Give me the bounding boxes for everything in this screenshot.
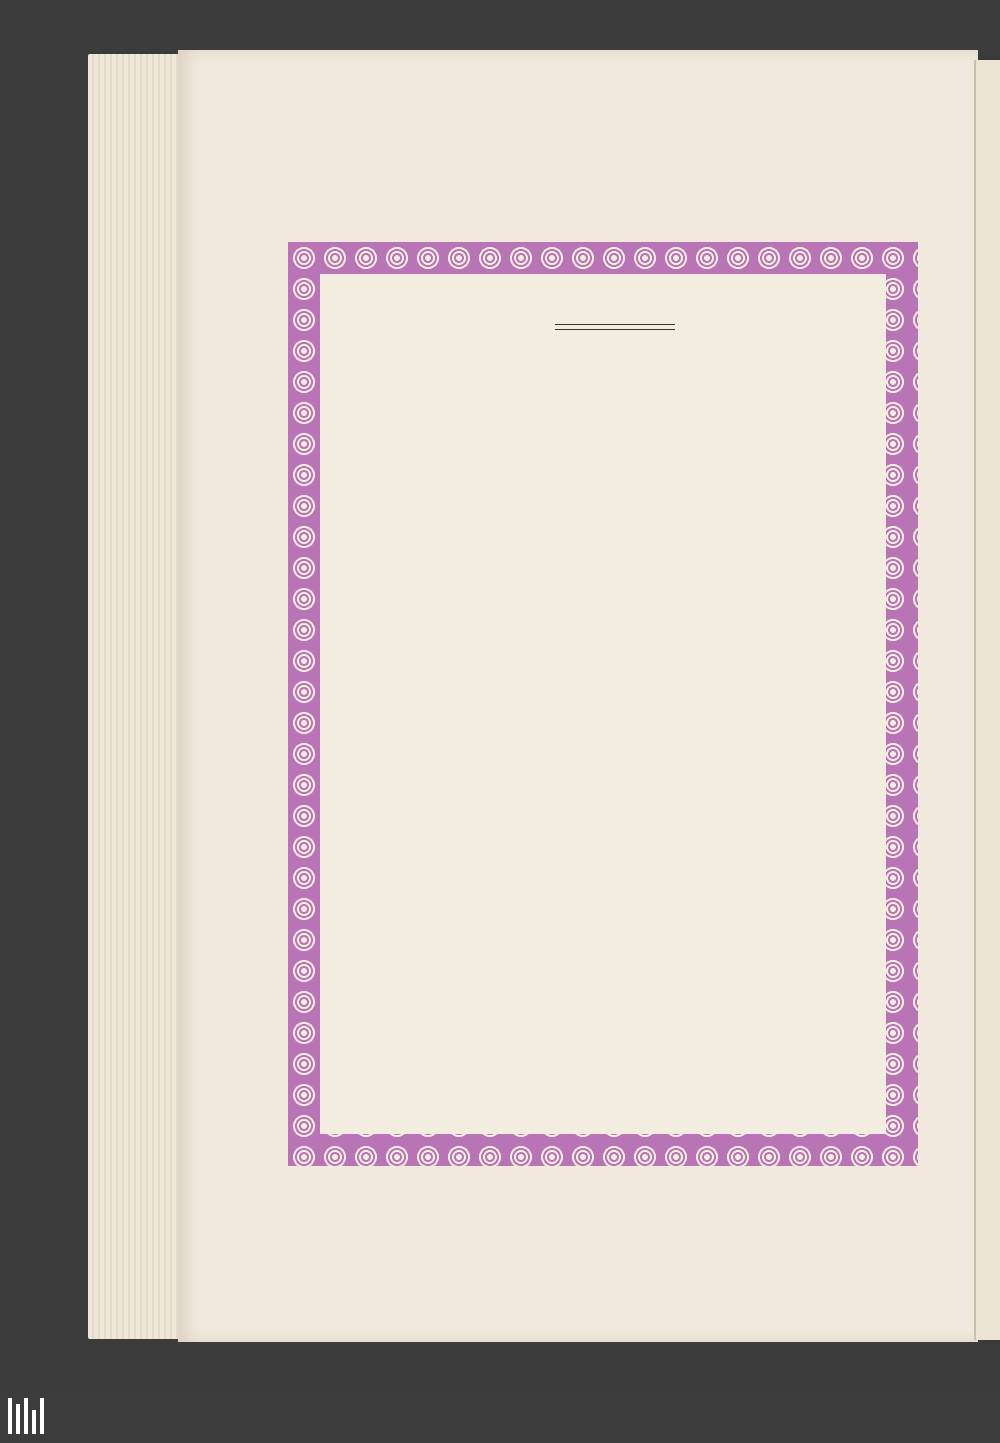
library-logo-icon [8,1398,48,1434]
section-divider [555,324,675,330]
page-content [350,298,880,364]
library-footer [0,1390,1000,1443]
book-page-edges [88,54,184,1339]
facing-page-edge [974,60,1000,1340]
ornamental-border [288,242,918,1166]
